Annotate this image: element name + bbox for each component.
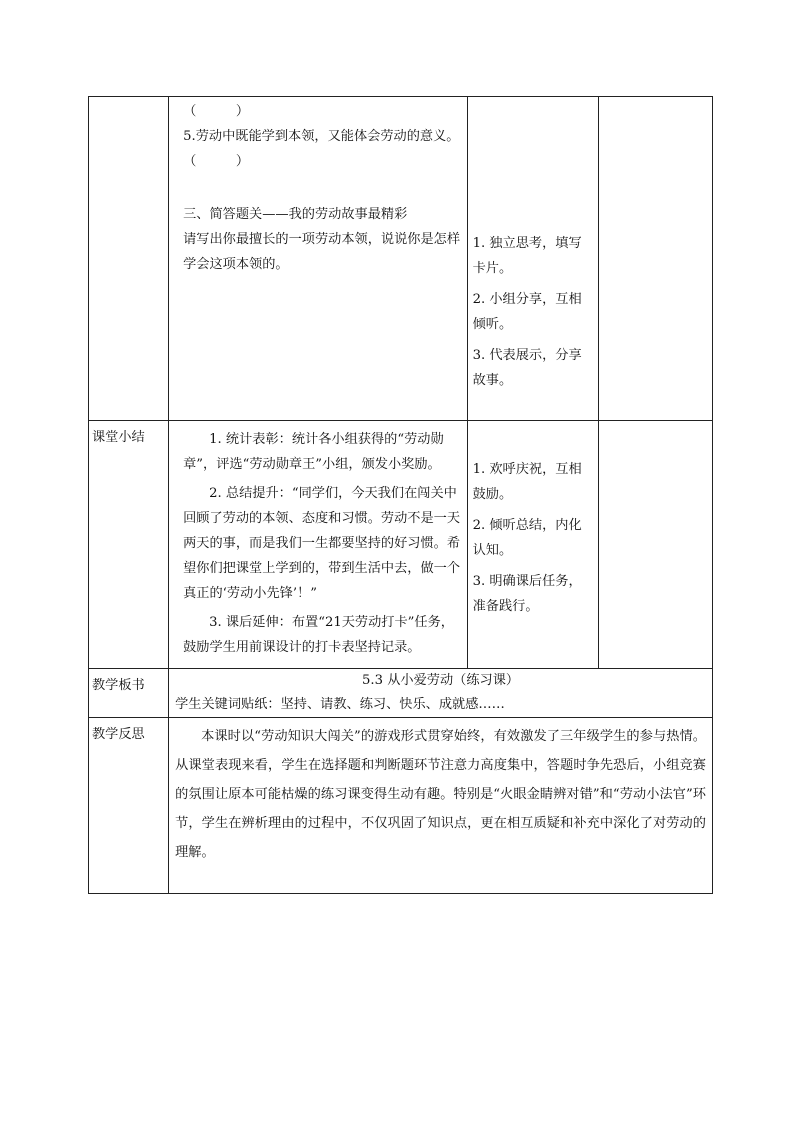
activity-item: 3. 代表展示，分享故事。 [472,348,582,388]
board-row [89,669,713,718]
reflection-label: 教学反思 [89,718,169,894]
answer-blank: （ ） [183,154,250,169]
answer-blank: （ ） [183,104,250,119]
section-title: 三、简答题关——我的劳动故事最精彩 [183,207,408,222]
reflection-row [89,718,713,894]
exercise-content-cell [169,97,467,421]
true-false-item-5: 5.劳动中既能学到本领，又能体会劳动的意义。 [183,129,460,144]
summary-paragraph: 3. 课后延伸：布置“21天劳动打卡”任务，鼓励学生用前课设计的打卡表坚持记录。 [183,615,454,655]
activity-item: 3. 明确课后任务，准备践行。 [472,574,582,614]
reflection-text: 本课时以“劳动知识大闯关”的游戏形式贯穿始终，有效激发了三年级学生的参与热情。从课堂表现来看，学生在选择题和判断题环节注意力高度集中，答题时争先恐后，小组竞赛的氛围让原本可能枯燥的练习课变得生动有趣。特别是“火眼金睛辨对错”和“劳动小法官”环节，学生在辨析理由的过程中，不仅巩固了知识点，更在相互质疑和补充中深化了对劳动的理解。 [175,729,706,860]
summary-paragraph: 2. 总结提升：“同学们，今天我们在闯关中回顾了劳动的本领、态度和习惯。劳动不是一天两天的事，而是我们一生都要坚持的好习惯。希望你们把课堂上学到的，带到生活中去，做一个真正的‘劳动小先锋’！” [183,486,461,601]
activity-item: 2. 小组分享，互相倾听。 [472,292,582,332]
activity-item: 1. 欢呼庆祝，互相鼓励。 [472,462,582,502]
board-content-cell [169,669,713,718]
reflection-content-cell [169,718,713,894]
notes-cell [598,97,712,421]
summary-content-cell [169,421,467,669]
summary-label: 课堂小结 [89,421,169,669]
lesson-plan-table [88,96,713,894]
question-prompt: 请写出你最擅长的一项劳动本领，说说你是怎样学会这项本领的。 [183,232,461,272]
summary-row [89,421,713,669]
exercise-row [89,97,713,421]
board-label: 教学板书 [89,669,169,718]
exercise-label-cell [89,97,169,421]
board-title: 5.3 从小爱劳动（练习课） [362,673,520,688]
student-activity-cell [467,97,598,421]
activity-item: 2. 倾听总结，内化认知。 [472,518,582,558]
student-activity-cell [467,421,598,669]
notes-cell [598,421,712,669]
activity-item: 1. 独立思考，填写卡片。 [472,236,582,276]
board-keywords: 学生关键词贴纸：坚持、请教、练习、快乐、成就感…… [175,697,505,712]
summary-paragraph: 1. 统计表彰：统计各小组获得的“劳动勋章”，评选“劳动勋章王”小组，颁发小奖励。 [183,432,444,472]
